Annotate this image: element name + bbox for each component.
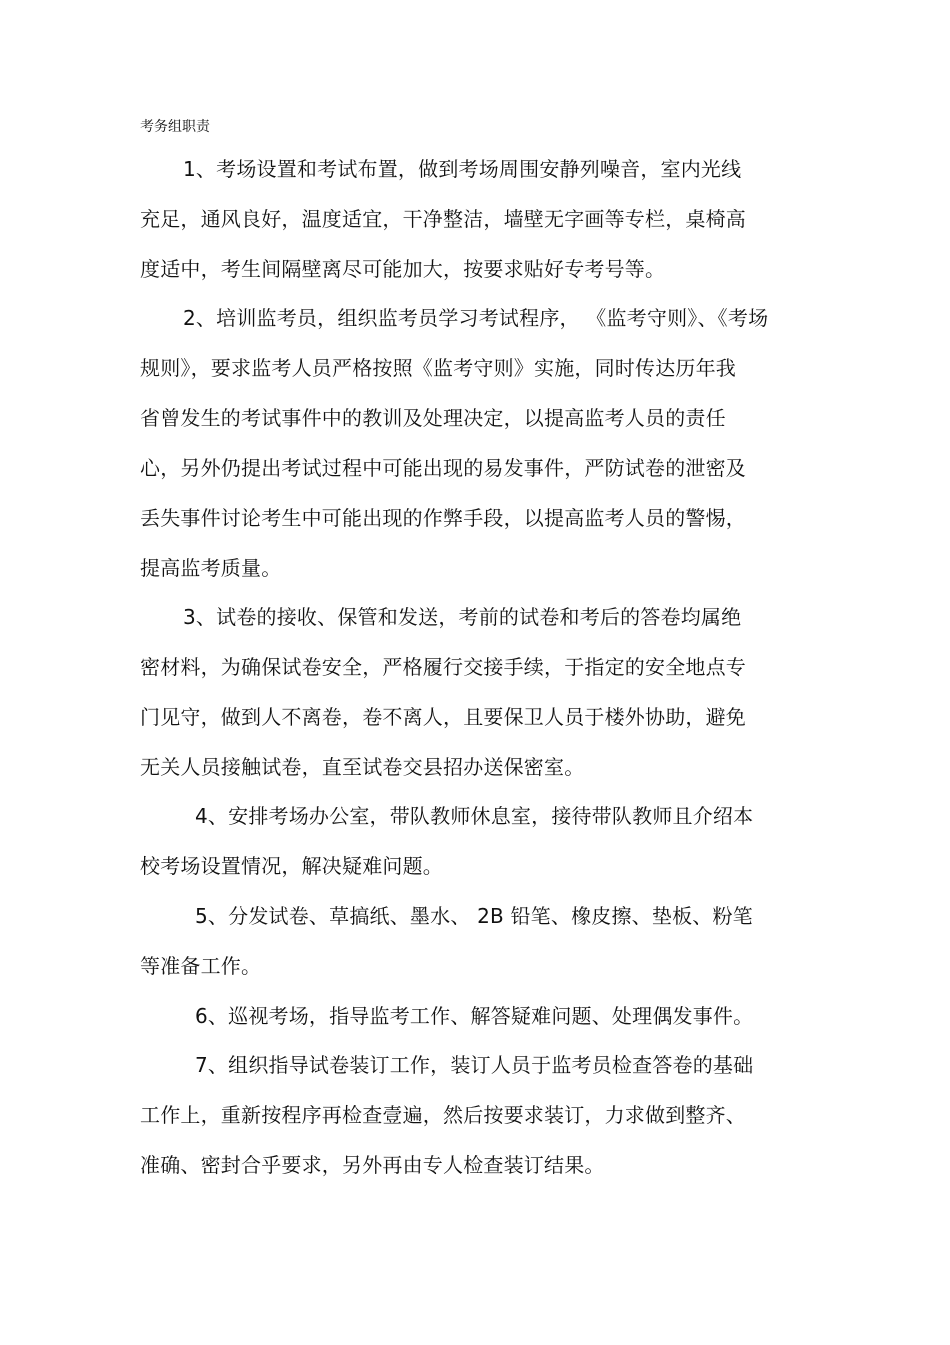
text-line: 4、安排考场办公室，带队教师休息室，接待带队教师且介绍本 bbox=[195, 804, 754, 828]
text-line: 心，另外仍提出考试过程中可能出现的易发事件，严防试卷的泄密及 bbox=[140, 456, 746, 480]
text-line: 省曾发生的考试事件中的教训及处理决定，以提高监考人员的责任 bbox=[140, 406, 726, 430]
text-line: 密材料，为确保试卷安全，严格履行交接手续，于指定的安全地点专 bbox=[140, 655, 746, 679]
text-line: 提高监考质量。 bbox=[140, 556, 282, 580]
text-line: 6、巡视考场，指导监考工作、解答疑难问题、处理偶发事件。 bbox=[195, 1004, 754, 1028]
text-line: 工作上，重新按程序再检查壹遍，然后按要求装订，力求做到整齐、 bbox=[140, 1103, 746, 1127]
text-line: 度适中，考生间隔壁离尽可能加大，按要求贴好专考号等。 bbox=[140, 257, 666, 281]
text-line: 门见守，做到人不离卷，卷不离人，且要保卫人员于楼外协助，避免 bbox=[140, 705, 746, 729]
text-line: 2、培训监考员，组织监考员学习考试程序， 《监考守则》、《考场 bbox=[183, 306, 769, 330]
document-title: 考务组职责 bbox=[140, 119, 210, 135]
text-line: 无关人员接触试卷，直至试卷交县招办送保密室。 bbox=[140, 755, 585, 779]
text-line: 等准备工作。 bbox=[140, 954, 262, 978]
text-line: 校考场设置情况，解决疑难问题。 bbox=[140, 854, 443, 878]
text-line: 5、分发试卷、草搞纸、墨水、 2B 铅笔、橡皮擦、垫板、粉笔 bbox=[195, 904, 753, 928]
text-line: 3、试卷的接收、保管和发送，考前的试卷和考后的答卷均属绝 bbox=[183, 605, 742, 629]
text-line: 准确、密封合乎要求，另外再由专人检查装订结果。 bbox=[140, 1153, 605, 1177]
text-line: 规则》，要求监考人员严格按照《监考守则》实施，同时传达历年我 bbox=[140, 356, 736, 380]
text-line: 7、组织指导试卷装订工作，装订人员于监考员检查答卷的基础 bbox=[195, 1053, 754, 1077]
text-line: 充足，通风良好，温度适宜，干净整洁，墙壁无字画等专栏，桌椅高 bbox=[140, 207, 746, 231]
text-line: 1、考场设置和考试布置，做到考场周围安静列噪音，室内光线 bbox=[183, 157, 742, 181]
text-line: 丢失事件讨论考生中可能出现的作弊手段，以提高监考人员的警惕， bbox=[140, 506, 746, 530]
